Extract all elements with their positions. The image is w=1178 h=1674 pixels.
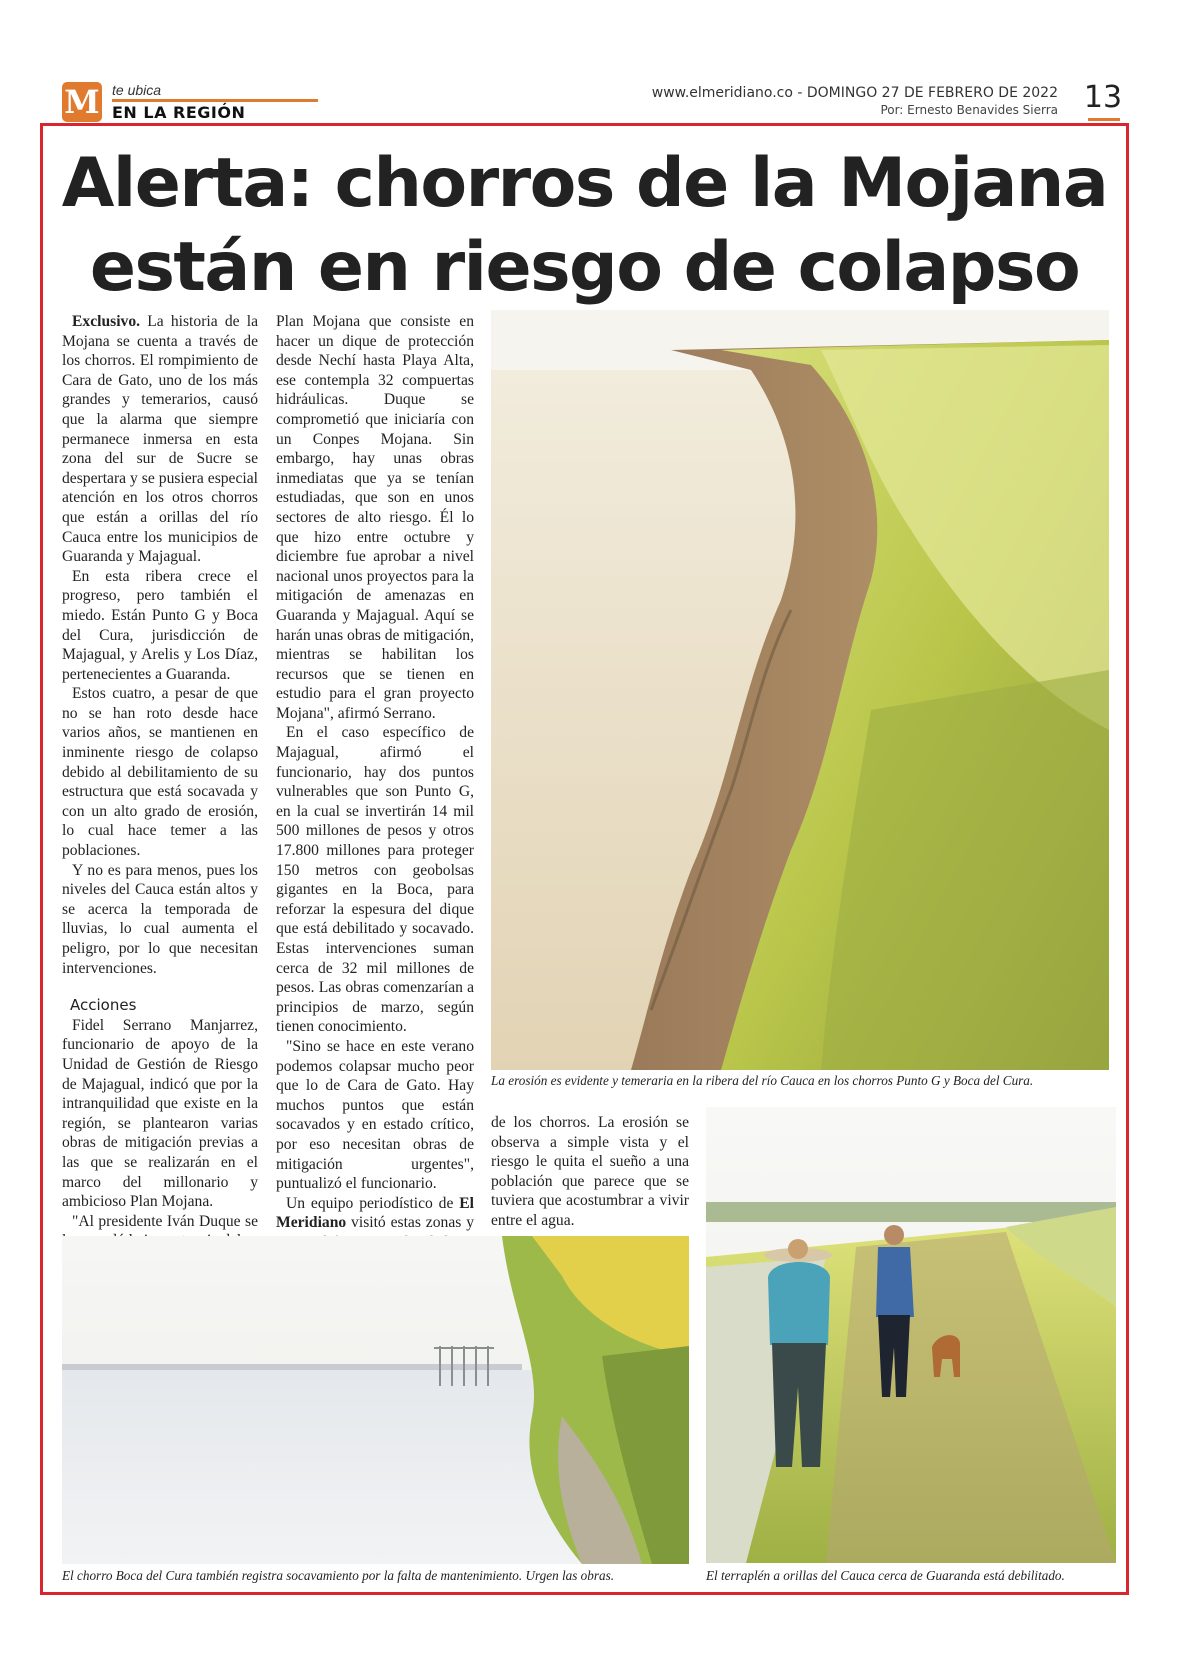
paragraph: Y no es para menos, pues los niveles del Cauca están altos y se acerca la temporada de lluvias, lo cual aumenta el peligro, por lo que necesitan intervenciones. — [62, 861, 258, 977]
paragraph: Plan Mojana que consiste en hacer un dique de protección desde Nechí hasta Playa Alta, ese contempla 32 compuertas hidráulicas. Duque se comprometió que iniciaría con un Conpes Mojana. Sin embargo, hay unas obras inmediatas que ya se tenían estudiadas, que son en unos sectores de alto riesgo. Él lo que hizo entre octubre y diciembre fue aprobar a nivel nacional unos proyectos para la mitigación de amenazas en Guaranda y Majagual. Aquí se harán unas obras de mitigación, mientras se habilitan los recursos que se tienen en estudio para el gran proyecto Mojana", afirmó Serrano. — [276, 313, 474, 722]
headline-line-2: están en riesgo de colapso — [89, 228, 1080, 307]
photo-caption-1: La erosión es evidente y temeraria en la ribera del río Cauca en los chorros Punto G y Boca del Cura. — [491, 1073, 1034, 1088]
article-column-3 — [491, 1113, 689, 1231]
paragraph: "Al presidente Iván Duque se — [72, 1212, 258, 1230]
headline — [44, 142, 1125, 310]
photo-levee-guaranda — [706, 1107, 1116, 1563]
section-rule — [112, 99, 318, 102]
newspaper-logo: M — [62, 82, 102, 122]
photo-riverbank-erosion — [491, 310, 1109, 1070]
paragraph-text: La historia de la Mojana se cuenta a través de los chorros. El rompimiento de Cara de Gato, uno de los más grandes y temerarios, causó que la alarma que siempre permanece inmersa en esta zona del sur de Sucre se despertara y se pusiera especial atención en los otros chorros que están a orillas del río Cauca entre los municipios de Guaranda y Majagual. — [62, 313, 258, 566]
lead-word: Exclusivo. — [72, 313, 141, 330]
article-column-1 — [62, 312, 258, 1251]
article-column-2 — [276, 312, 474, 1253]
section-title: EN LA REGIÓN — [112, 103, 246, 122]
photo-caption-3: El terraplén a orillas del Cauca cerca de Guaranda está debilitado. — [706, 1568, 1065, 1583]
paragraph: En esta ribera crece el progreso, pero también el miedo. Están Punto G y Boca del Cura, jurisdicción de Majagual, y Arelis y Los Díaz, pertenecientes a Guaranda. — [62, 567, 258, 683]
paragraph: En el caso específico de Majagual, afirmó el funcionario, hay dos puntos vulnerables que son Punto G, en la cual se invertirán 14 mil 500 millones de pesos y otros 17.800 millones para proteger 150 metros con geobolsas gigantes en la Boca, para reforzar la espesura del dique que está debilitado y socavado. Estas intervenciones suman cerca de 32 mil millones de pesos. Las obras comenzarían a principios de marzo, según tienen conocimiento. — [276, 724, 474, 1036]
paragraph: "Sino se hace en este verano podemos colapsar mucho peor que lo de Cara de Gato. Hay muchos puntos que están socavados y en estado crítico, por eso necesitan obras de mitigación urgentes", puntualizó el funcionario. — [276, 1037, 474, 1193]
photo-boca-del-cura — [62, 1236, 689, 1564]
photo-caption-2: El chorro Boca del Cura también registra socavamiento por la falta de mantenimiento. Urgen las obras. — [62, 1568, 614, 1583]
paragraph-text: Un equipo periodístico de — [286, 1194, 460, 1212]
page-number-rule — [1088, 118, 1120, 121]
dateline: www.elmeridiano.co - DOMINGO 27 DE FEBRERO DE 2022 — [651, 85, 1058, 101]
newspaper-name: El Meridiano — [276, 1194, 474, 1232]
paragraph — [62, 312, 258, 567]
paragraph: Estos cuatro, a pesar de que no se han roto desde hace varios años, se mantienen en inminente riesgo de colapso debido al debilitamiento de su estructura que está socavada y con un alto grado de erosión, lo cual hace temer a las poblaciones. — [62, 685, 258, 860]
page-number: 13 — [1083, 80, 1123, 115]
paragraph: Fidel Serrano Manjarrez, funcionario de apoyo de la Unidad de Gestión de Riesgo de Majagual, indicó que por la intranquilidad que existe en la región, se plantearon varias obras de mitigación previas a las que se realizarán en el marco del millonario y ambicioso Plan Mojana. — [62, 1016, 258, 1211]
author-byline: Por: Ernesto Benavides Sierra — [880, 103, 1058, 117]
paragraph: de los chorros. La erosión se observa a simple vista y el riesgo le quita el sueño a una población que parece que se tuviera que acostumbrar a vivir entre el agua. — [491, 1114, 689, 1229]
paragraph-text: visitó estas zonas y — [351, 1214, 474, 1232]
section-kicker: te ubica — [112, 82, 162, 98]
headline-line-1: Alerta: chorros de la Mojana — [61, 144, 1108, 223]
subheading-acciones: Acciones — [70, 996, 137, 1015]
